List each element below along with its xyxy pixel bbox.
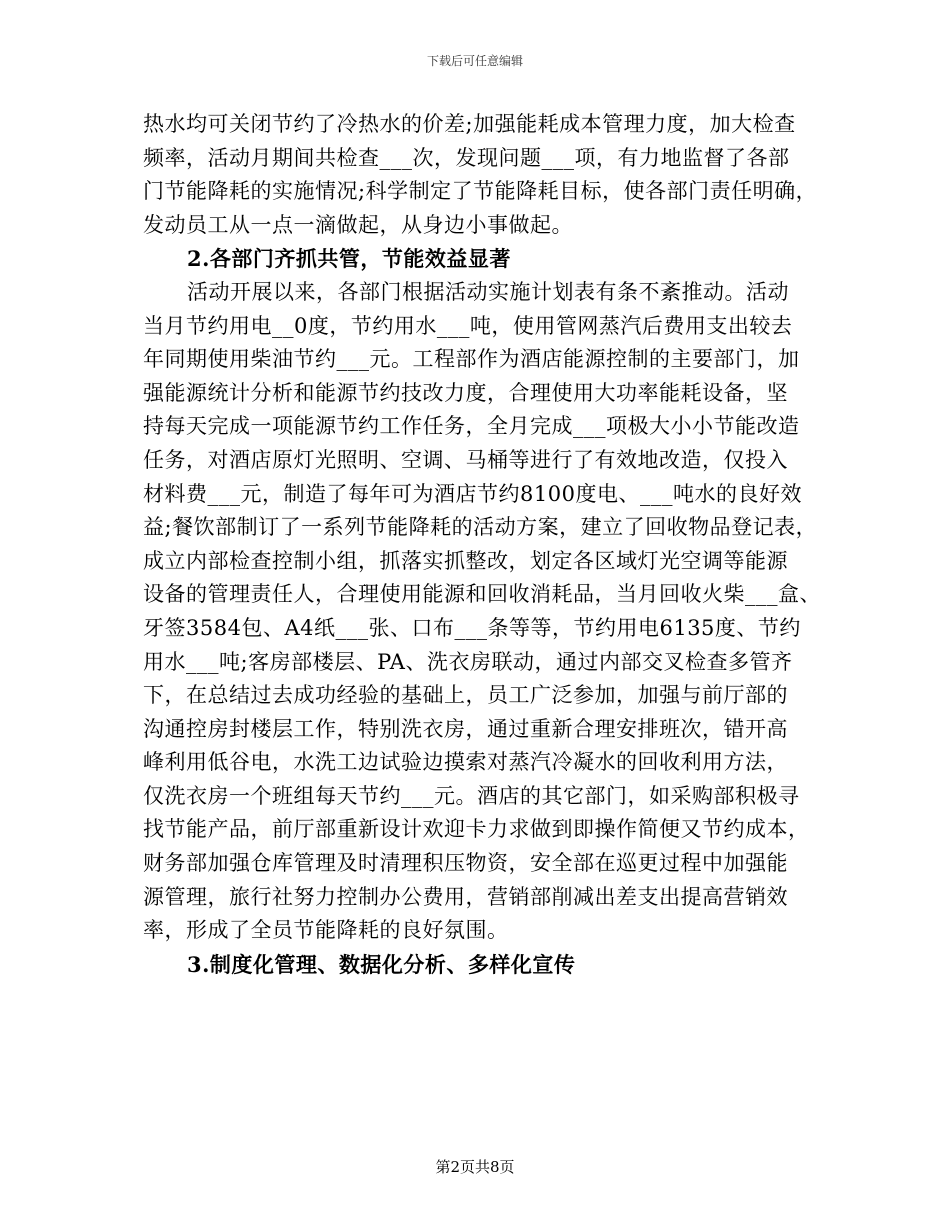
body-line-11: 任务，对酒店原灯光照明、空调、马桶等进行了有效地改造，仅投入 bbox=[143, 447, 788, 472]
body-line-13: 益;餐饮部制订了一系列节能降耗的活动方案，建立了回收物品登记表， bbox=[143, 515, 818, 540]
body-line-7: 当月节约用电__0度，节约用水___吨，使用管网蒸汽后费用支出较去 bbox=[143, 313, 793, 338]
body-line-23: 财务部加强仓库管理及时清理积压物资，安全部在巡更过程中加强能 bbox=[143, 851, 788, 876]
body-line-19: 沟通控房封楼层工作，特别洗衣房，通过重新合理安排班次，错开高 bbox=[143, 716, 788, 741]
body-line-2: 频率，活动月期间共检查___次，发现问题___项，有力地监督了各部 bbox=[143, 145, 790, 170]
page-number: 第2页共8页 bbox=[435, 1158, 515, 1176]
body-line-16: 牙签3584包、A4纸___张、口布___条等等，节约用电6135度、节约 bbox=[143, 615, 801, 640]
body-line-22: 找节能产品，前厅部重新设计欢迎卡力求做到即操作简便又节约成本， bbox=[143, 817, 810, 842]
body-line-24: 源管理，旅行社努力控制办公费用，营销部削减出差支出提高营销效 bbox=[143, 884, 788, 909]
body-line-18: 下，在总结过去成功经验的基础上，员工广泛参加，加强与前厅部的 bbox=[143, 683, 788, 708]
section-heading-2: 2.各部门齐抓共管，节能效益显著 bbox=[187, 246, 511, 272]
body-line-21: 仅洗衣房一个班组每天节约___元。酒店的其它部门，如采购部积极寻 bbox=[143, 783, 800, 808]
body-line-25: 率，形成了全员节能降耗的良好氛围。 bbox=[143, 918, 509, 943]
body-line-1: 热水均可关闭节约了冷热水的价差;加强能耗成本管理力度，加大检查 bbox=[143, 112, 796, 136]
body-line-15: 设备的管理责任人，合理使用能源和回收消耗品，当月回收火柴___盒、 bbox=[143, 582, 821, 607]
body-line-3: 门节能降耗的实施情况;科学制定了节能降耗目标，使各部门责任明确， bbox=[143, 179, 818, 204]
body-line-10: 持每天完成一项能源节约工作任务，全月完成___项极大小小节能改造 bbox=[143, 414, 800, 439]
document-body bbox=[143, 108, 823, 981]
body-line-17: 用水___吨;客房部楼层、PA、洗衣房联动，通过内部交叉检查多管齐 bbox=[143, 649, 793, 674]
body-line-12: 材料费___元，制造了每年可为酒店节约8100度电、___吨水的良好效 bbox=[143, 481, 802, 506]
body-line-14: 成立内部检查控制小组，抓落实抓整改，划定各区域灯光空调等能源 bbox=[143, 548, 788, 573]
header-note: 下载后可任意编辑 bbox=[426, 54, 523, 68]
body-line-9: 强能源统计分析和能源节约技改力度，合理使用大功率能耗设备，坚 bbox=[143, 380, 788, 405]
body-line-8: 年同期使用柴油节约___元。工程部作为酒店能源控制的主要部门，加 bbox=[143, 347, 800, 372]
body-line-20: 峰利用低谷电，水洗工边试验边摸索对蒸汽冷凝水的回收利用方法， bbox=[143, 750, 788, 775]
body-line-6: 活动开展以来，各部门根据活动实施计划表有条不紊推动。活动 bbox=[187, 279, 789, 304]
body-line-4: 发动员工从一点一滴做起，从身边小事做起。 bbox=[143, 212, 573, 237]
section-heading-3: 3.制度化管理、数据化分析、多样化宣传 bbox=[187, 951, 576, 977]
